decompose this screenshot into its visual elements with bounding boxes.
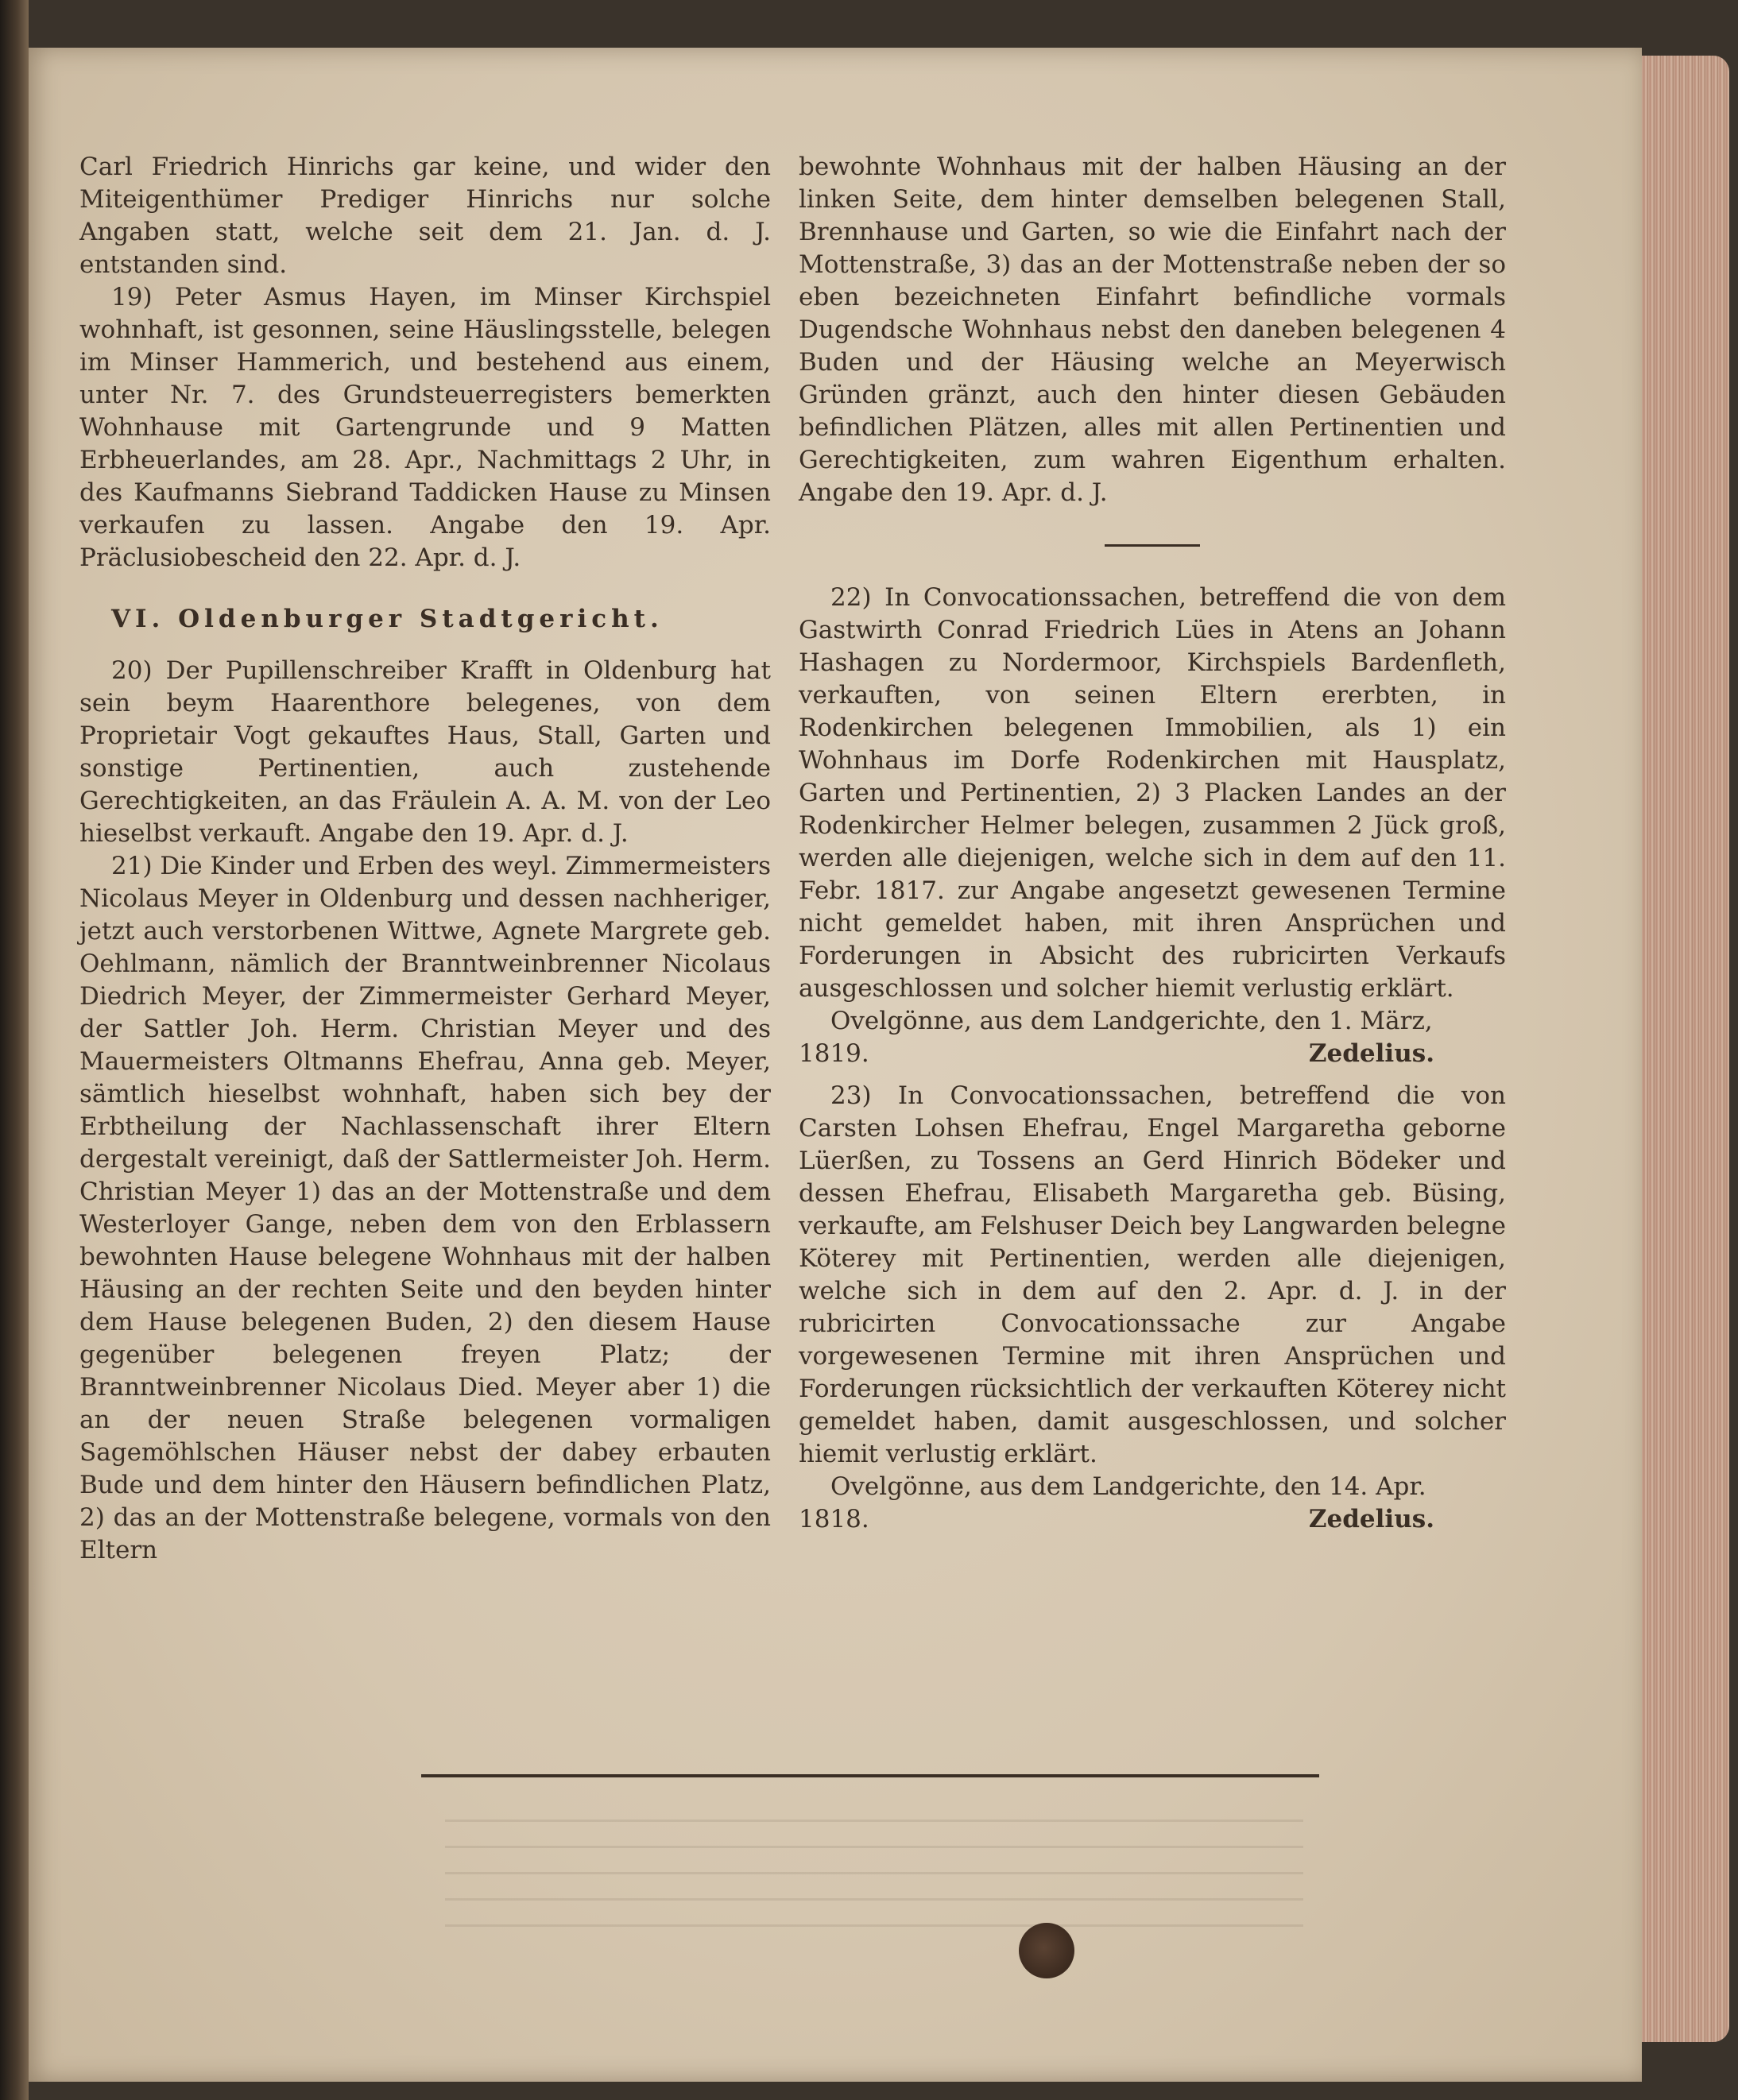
section-heading: VI. Oldenburger Stadtgericht. <box>111 605 664 633</box>
show-through-text <box>445 1796 1303 1939</box>
ink-stain <box>1019 1923 1074 1978</box>
dateline-23: Ovelgönne, aus dem Landgerichte, den 14. Apr. <box>830 1472 1426 1501</box>
signature-23: Zedelius. <box>1308 1505 1434 1533</box>
year-22: 1819. <box>799 1039 869 1068</box>
signature-line-23 <box>799 1503 1506 1536</box>
right-paragraph-1: bewohnte Wohnhaus mit der halben Häusing an der linken Seite, dem hinter demselben belegenen Stall, Brennhause und Garten, so wie die Einfahrt nach der Mottenstraße, 3) das an der Mottenstraße neben der so eben bezeichneten Einfahrt befindliche vormals Dugendsche Wohnhaus nebst den daneben belegenen 4 Buden und der Häusing welche an Meyerwisch Gründen gränzt, auch den hinter diesen Gebäuden befindlichen Plätzen, alles mit allen Pertinentien und Gerechtigkeiten, zum wahren Eigenthum erhalten. Angabe den 19. Apr. d. J. <box>799 153 1506 507</box>
right-paragraph-23: 23) In Convocationssachen, betreffend die von Carsten Lohsen Ehefrau, Engel Margaretha geborne Lüerßen, zu Tossens an Gerd Hinrich Bödeker und dessen Ehefrau, Elisabeth Margaretha geb. Büsing, verkaufte, am Felshuser Deich bey Langwarden belegne Köterey mit Pertinentien, werden alle diejenigen, welche sich in dem auf den 2. Apr. d. J. in der rubricirten Convocationssache zur Angabe vorgewesenen Termine mit ihren Ansprüchen und Forderungen rücksichtlich der verkauften Köterey nicht gemeldet haben, damit ausgeschlossen, und solcher hiemit verlustig erklärt. <box>799 1081 1506 1468</box>
signature-line-22 <box>799 1038 1506 1070</box>
right-paragraph-22: 22) In Convocationssachen, betreffend die von dem Gastwirth Conrad Friedrich Lües in Atens an Johann Hashagen zu Nordermoor, Kirchspiels Bardenfleth, verkauften, von seinen Eltern ererbten, in Rodenkirchen belegenen Immobilien, als 1) ein Wohnhaus im Dorfe Rodenkirchen mit Hausplatz, Garten und Pertinentien, 2) 3 Placken Landes an der Rodenkircher Helmer belegen, zusammen 2 Jück groß, werden alle diejenigen, welche sich in dem auf den 11. Febr. 1817. zur Angabe angesetzt gewesenen Termine nicht gemeldet haben, mit ihren Ansprüchen und Forderungen in Absicht des rubricirten Verkaufs ausgeschlossen und solcher hiemit verlustig erklärt. <box>799 583 1506 1003</box>
short-separator <box>1105 544 1200 547</box>
left-paragraph-1: Carl Friedrich Hinrichs gar keine, und wider den Miteigenthümer Prediger Hinrichs nur solche Angaben statt, welche seit dem 21. Jan. d. J. entstanden sind. <box>79 153 771 279</box>
left-paragraph-19: 19) Peter Asmus Hayen, im Minser Kirchspiel wohnhaft, ist gesonnen, seine Häuslingsstelle, belegen im Minser Hammerich, und bestehend aus einem, unter Nr. 7. des Grundsteuerregisters bemerkten Wohnhause mit Gartengrunde und 9 Matten Erbheuerlandes, am 28. Apr., Nachmittags 2 Uhr, in des Kaufmanns Siebrand Taddicken Hause zu Minsen verkaufen zu lassen. Angabe den 19. Apr. Präclusiobescheid den 22. Apr. d. J. <box>79 283 771 572</box>
left-paragraph-20: 20) Der Pupillenschreiber Krafft in Oldenburg hat sein beym Haarenthore belegenes, von dem Proprietair Vogt gekauftes Haus, Stall, Garten und sonstige Pertinentien, auch zustehende Gerechtigkeiten, an das Fräulein A. A. M. von der Leo hieselbst verkauft. Angabe den 19. Apr. d. J. <box>79 656 771 848</box>
left-paragraph-21: 21) Die Kinder und Erben des weyl. Zimmermeisters Nicolaus Meyer in Oldenburg und dessen nachheriger, jetzt auch verstorbenen Wittwe, Agnete Margrete geb. Oehlmann, nämlich der Branntweinbrenner Nicolaus Diedrich Meyer, der Zimmermeister Gerhard Meyer, der Sattler Joh. Herm. Christian Meyer und des Mauermeisters Oltmanns Ehefrau, Anna geb. Meyer, sämtlich hieselbst wohnhaft, haben sich bey der Erbtheilung der Nachlassenschaft ihrer Eltern dergestalt vereinigt, daß der Sattlermeister Joh. Herm. Christian Meyer 1) das an der Mottenstraße und dem Westerloyer Gange, neben dem von den Erblassern bewohnten Hause belegene Wohnhaus mit der halben Häusing an der rechten Seite und den beyden hinter dem Hause belegenen Buden, 2) den diesem Hause gegenüber belegenen freyen Platz; der Branntweinbrenner Nicolaus Died. Meyer aber 1) die an der neuen Straße belegenen vormaligen Sagemöhlschen Häuser nebst der dabey erbauten Bude und dem hinter den Häusern befindlichen Platz, 2) das an der Mottenstraße belegene, vormals von den Eltern <box>79 852 771 1564</box>
page-edges <box>1642 56 1729 2042</box>
book-spine <box>0 0 29 2100</box>
year-23: 1818. <box>799 1505 869 1533</box>
bottom-rule <box>421 1774 1319 1777</box>
signature-22: Zedelius. <box>1308 1039 1434 1068</box>
left-column <box>79 151 771 1567</box>
right-column <box>799 151 1506 1536</box>
dateline-22: Ovelgönne, aus dem Landgerichte, den 1. März, <box>830 1007 1433 1035</box>
